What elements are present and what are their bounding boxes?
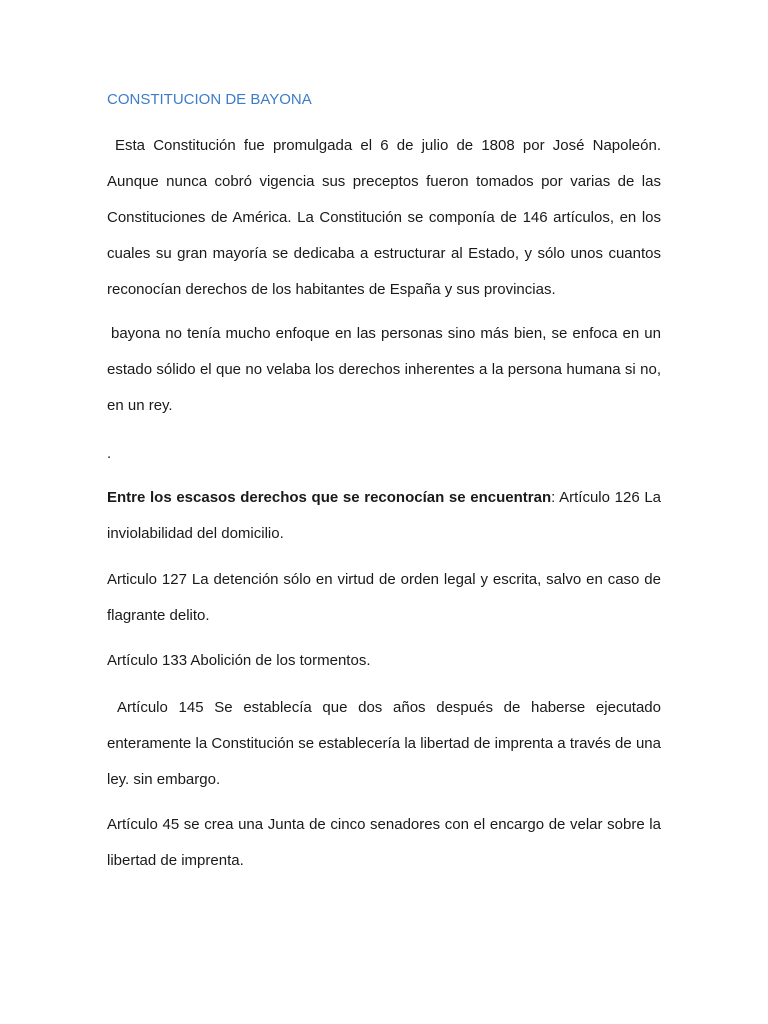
paragraph-dot: . [107,445,112,462]
paragraph-article-127: Articulo 127 La detención sólo en virtud de orden legal y escrita, salvo en caso de flagrante delito. [107,571,661,624]
paragraph-bayona-text: bayona no tenía mucho enfoque en las personas sino más bien, se enfoca en un estado sólido el que no velaba los derechos inherentes a la persona humana si no, en un rey. [107,325,661,414]
paragraph-intro-text: Esta Constitución fue promulgada el 6 de julio de 1808 por José Napoleón. Aunque nunca cobró vigencia sus preceptos fueron tomados por varias de las Constituciones de América. La Constitución se componía de 146 artículos, en los cuales su gran mayoría se dedicaba a estructurar al Estado, y sólo unos cuantos reconocían derechos de los habitantes de España y sus provincias. [107,137,661,298]
document-title: CONSTITUCION DE BAYONA [107,91,312,108]
paragraph-article-133: Artículo 133 Abolición de los tormentos. [107,652,371,669]
paragraph-article-145 [107,690,661,798]
rights-article-126: : Artículo 126 La inviolabilidad del domicilio. [107,489,662,542]
rights-heading: Entre los escasos derechos que se reconocían se encuentran [107,489,552,506]
paragraph-intro [107,128,661,308]
paragraph-rights [107,480,661,552]
paragraph-article-145-text: Artículo 145 Se establecía que dos años después de haberse ejecutado enteramente la Constitución se establecería la libertad de imprenta a través de una ley. sin embargo. [107,699,661,788]
paragraph-article-45: Artículo 45 se crea una Junta de cinco senadores con el encargo de velar sobre la libertad de imprenta. [107,816,661,869]
paragraph-bayona [107,316,661,424]
